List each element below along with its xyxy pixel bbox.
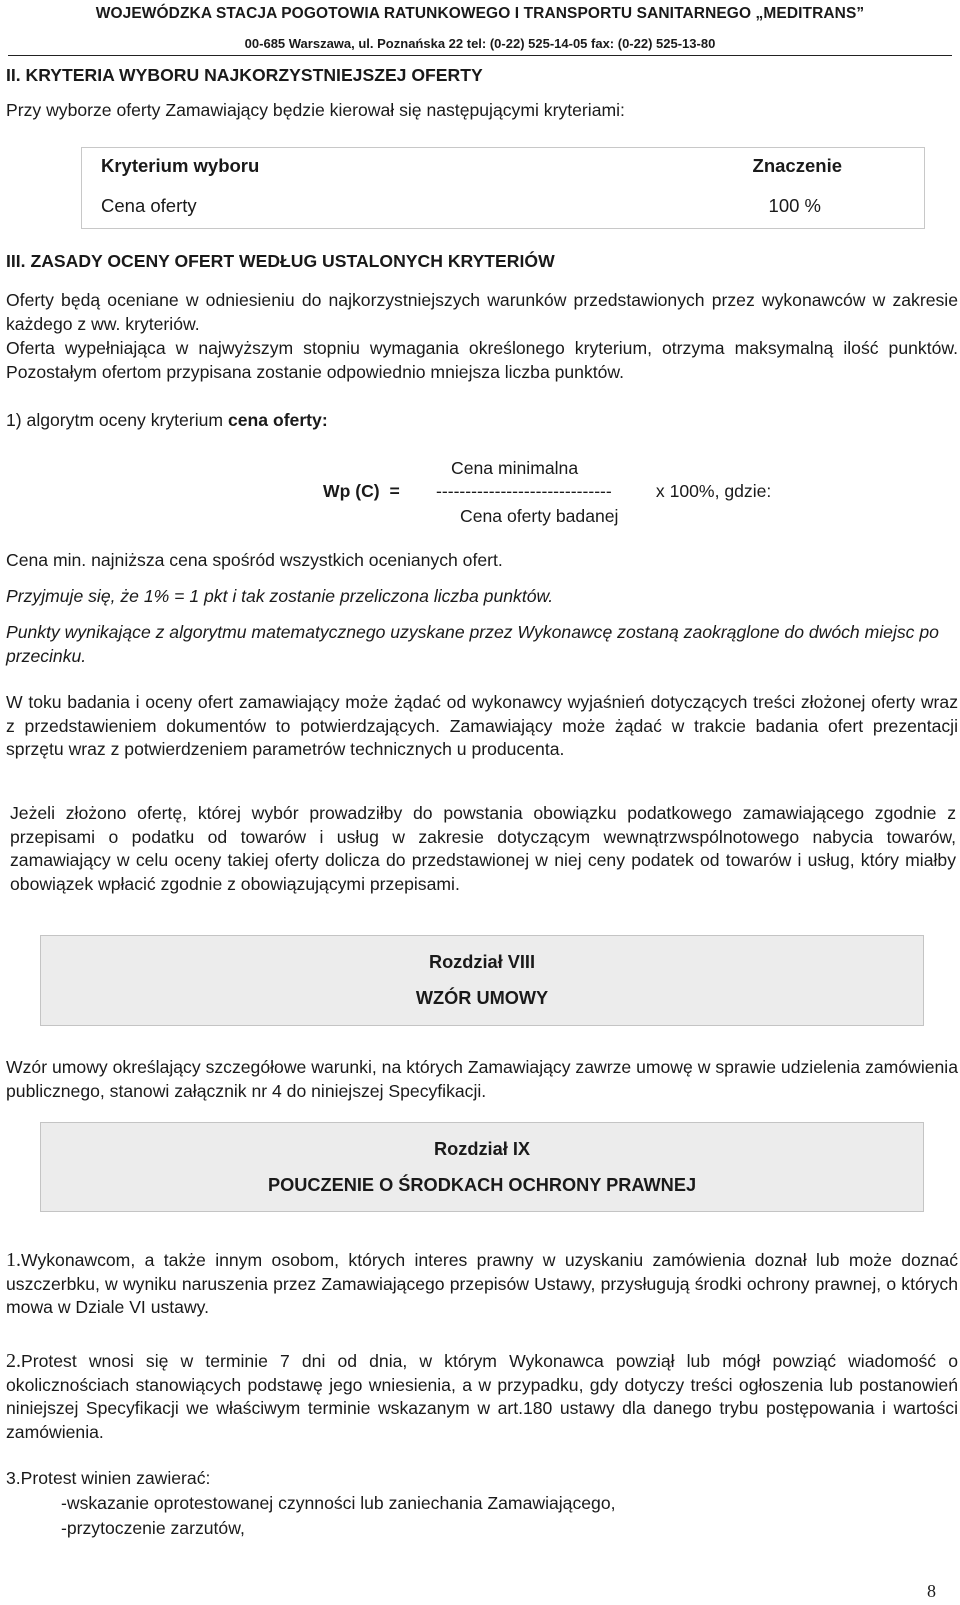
item-1-number: 1.	[6, 1249, 21, 1271]
rounding-note: Punkty wynikające z algorytmu matematycznego uzyskane przez Wykonawcę zostaną zaokrąglone do dwóch miejsc po przecinku.	[6, 622, 939, 666]
formula-fraction-line: ------------------------------	[436, 481, 612, 501]
criteria-header-weight: Znaczenie	[752, 155, 842, 176]
item-2-number: 2.	[6, 1350, 21, 1372]
cena-min-label: Cena min.	[6, 550, 87, 570]
formula-numerator: Cena minimalna	[451, 458, 579, 478]
section-3-title: III. ZASADY OCENY OFERT WEDŁUG USTALONYCH KRYTERIÓW	[6, 251, 555, 271]
criteria-table	[81, 147, 925, 229]
algorithm-bold: cena oferty:	[227, 410, 328, 430]
tax-paragraph: Jeżeli złożono ofertę, której wybór prowadziłby do powstania obowiązku podatkowego zamawiającego zgodnie z przepisami o podatku od towarów i usług w zakresie dotyczącym wewnątrzwspólnotowego nabycia towarów, zamawiający w celu oceny takiej oferty dolicza do przedstawionej w niej ceny podatek od towarów i usług, który miałby obowiązek wpłacić zgodnie z obowiązującymi przepisami.	[10, 803, 956, 894]
formula-lhs: Wp (C) =	[323, 481, 400, 501]
section-2-title: II. KRYTERIA WYBORU NAJKORZYSTNIEJSZEJ OFERTY	[6, 65, 483, 85]
formula-denominator: Cena oferty badanej	[460, 506, 619, 526]
points-conversion-note: Przyjmuje się, że 1% = 1 pkt i tak zostanie przeliczona liczba punktów.	[6, 586, 554, 606]
chapter-8-title: Rozdział VIII	[428, 952, 536, 972]
header-organization: WOJEWÓDZKA STACJA POGOTOWIA RATUNKOWEGO I TRANSPORTU SANITARNEGO „MEDITRANS”	[95, 5, 865, 22]
cena-min-definition	[6, 549, 958, 573]
chapter-9-item-2	[6, 1350, 958, 1444]
chapter-9-bullet-2: -przytoczenie zarzutów,	[61, 1518, 245, 1538]
section-3-para-2: Oferta wypełniająca w najwyższym stopniu wymagania określonego kryterium, otrzyma maksymalną ilość punktów. Pozostałym ofertom przypisana zostanie odpowiednio mniejsza liczba punktów.	[6, 338, 958, 382]
chapter-8-text: Wzór umowy określający szczegółowe warunki, na których Zamawiający zawrze umowę w sprawie udzielenia zamówienia publicznego, stanowi załącznik nr 4 do niniejszej Specyfikacji.	[6, 1057, 958, 1101]
section-3-para-1: Oferty będą oceniane w odniesieniu do najkorzystniejszych warunków przedstawionych przez wykonawców w zakresie każdego z ww. kryteriów.	[6, 290, 958, 334]
page-number: 8	[927, 1581, 936, 1601]
criteria-row-weight: 100 %	[768, 195, 821, 216]
item-1-text: Wykonawcom, a także innym osobom, których interes prawny w uzyskaniu zamówienia doznał lub może doznać uszczerbku, w wyniku naruszenia przez Zamawiającego przepisów Ustawy, przysługują środki ochrony prawnej, o których mowa w Dziale VI ustawy.	[6, 1250, 958, 1317]
chapter-8-heading-box	[40, 935, 924, 1026]
criteria-header-criterion: Kryterium wyboru	[101, 155, 260, 176]
chapter-9-item-1	[6, 1249, 958, 1320]
chapter-9-subtitle: POUCZENIE O ŚRODKACH OCHRONY PRAWNEJ	[267, 1175, 697, 1195]
chapter-9-title: Rozdział IX	[434, 1139, 530, 1159]
item-2-text: Protest wnosi się w terminie 7 dni od dnia, w którym Wykonawca powziął lub mógł powziąć wiadomość o okolicznościach stanowiących podstawę jego wniesienia, a w przypadku, gdy dotyczy treści ogłoszenia lub postanowień niniejszej Specyfikacji we właściwym terminie wskazanym w art.180 ustawy dla danego trybu postępowania i wartości zamówienia.	[6, 1351, 958, 1442]
formula-suffix: x 100%, gdzie:	[651, 481, 772, 501]
section-2-intro: Przy wyborze oferty Zamawiający będzie kierował się następującymi kryteriami:	[6, 100, 625, 120]
criteria-row-criterion: Cena oferty	[101, 195, 197, 216]
chapter-9-bullet-1: -wskazanie oprotestowanej czynności lub zaniechania Zamawiającego,	[61, 1493, 616, 1513]
header-address: 00-685 Warszawa, ul. Poznańska 22 tel: (0-22) 525-14-05 fax: (0-22) 525-13-80	[244, 36, 716, 51]
algorithm-prefix: 1) algorytm oceny kryterium	[6, 410, 228, 430]
chapter-9-heading-box	[40, 1122, 924, 1212]
chapter-9-item-3: 3.Protest winien zawierać:	[6, 1468, 211, 1488]
chapter-8-subtitle: WZÓR UMOWY	[415, 988, 549, 1008]
header-divider	[8, 55, 952, 56]
cena-min-desc: najniższa cena spośród wszystkich ocenianych ofert.	[86, 550, 503, 570]
algorithm-heading	[6, 409, 958, 433]
clarification-paragraph: W toku badania i oceny ofert zamawiający może żądać od wykonawcy wyjaśnień dotyczących treści złożonej oferty wraz z przedstawieniem dokumentów to potwierdzających. Zamawiający może żądać w trakcie badania ofert prezentacji sprzętu wraz z potwierdzeniem parametrów technicznych u producenta.	[6, 692, 958, 759]
